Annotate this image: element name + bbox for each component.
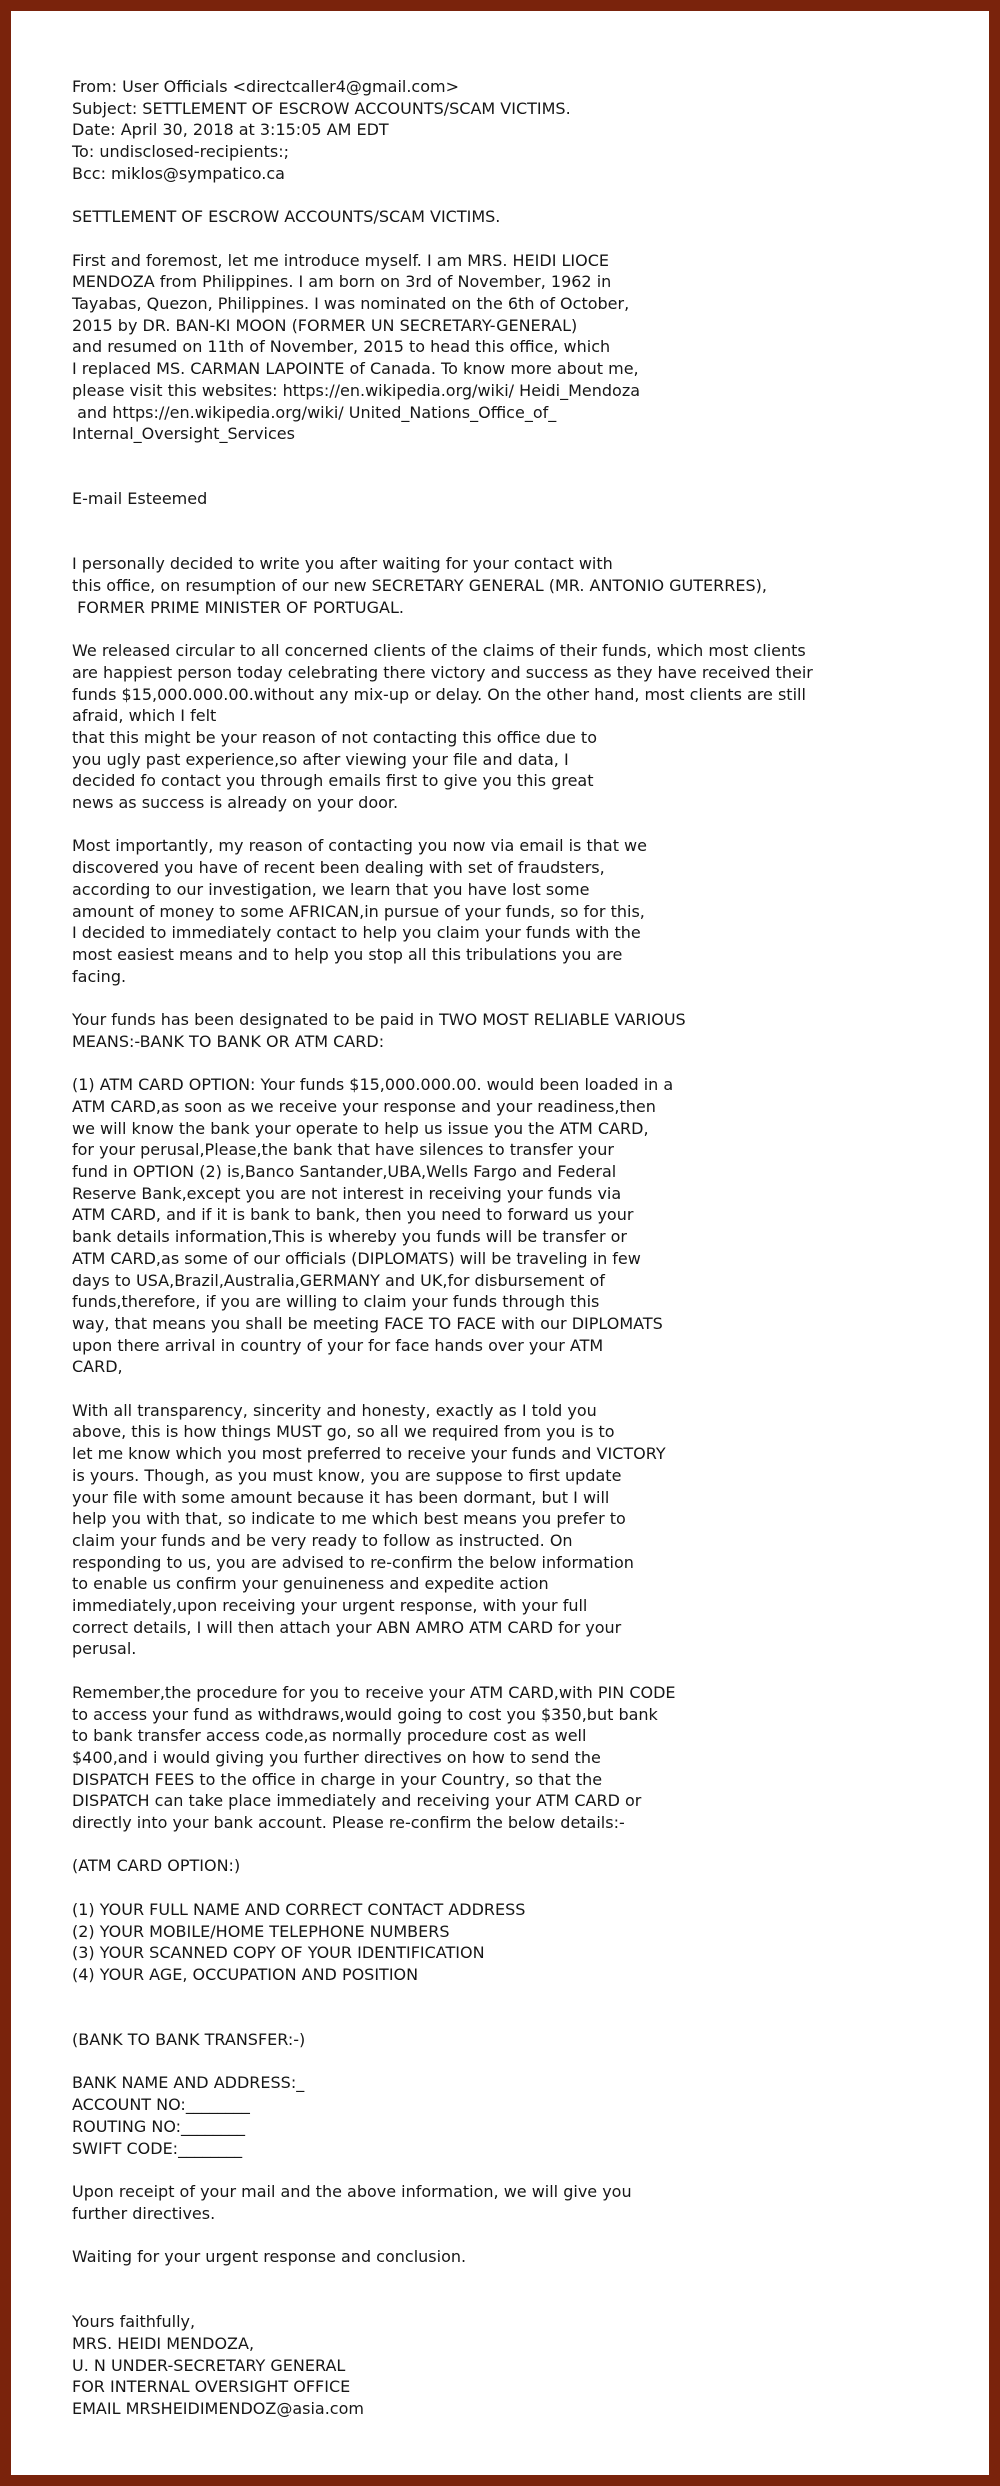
email-body (72, 185, 973, 2420)
text-line (72, 467, 973, 489)
text-line: I personally decided to write you after waiting for your contact with (72, 554, 613, 574)
text-line: FOR INTERNAL OVERSIGHT OFFICE (72, 2377, 351, 2397)
text-line: news as success is already on your door. (72, 793, 399, 813)
text-line: to bank transfer access code,as normally procedure cost as well (72, 1726, 587, 1746)
text-line: claim your funds and be very ready to follow as instructed. On (72, 1530, 573, 1550)
text-line (72, 987, 973, 1009)
text-line: this office, on resumption of our new SECRETARY GENERAL (MR. ANTONIO GUTERRES), (72, 576, 767, 596)
text-line (72, 814, 973, 836)
text-line: amount of money to some AFRICAN,in pursue of your funds, so for this, (72, 901, 645, 921)
text-line: facing. (72, 966, 127, 986)
text-line (72, 618, 973, 640)
text-line (72, 228, 973, 250)
text-line: correct details, I will then attach your ABN AMRO ATM CARD for your (72, 1617, 622, 1637)
text-line: Reserve Bank,except you are not interest in receiving your funds via (72, 1183, 622, 1203)
text-line (72, 2051, 973, 2073)
text-line: ATM CARD,as soon as we receive your response and your readiness,then (72, 1096, 656, 1116)
text-line: help you with that, so indicate to me which best means you prefer to (72, 1509, 626, 1529)
text-line: for your perusal,Please,the bank that have silences to transfer your (72, 1140, 614, 1160)
text-line: We released circular to all concerned clients of the claims of their funds, which most clients (72, 641, 806, 661)
text-line: bank details information,This is whereby you funds will be transfer or (72, 1227, 627, 1247)
text-line: (1) YOUR FULL NAME AND CORRECT CONTACT ADDRESS (72, 1899, 526, 1919)
email-content (72, 76, 973, 2420)
header-subject-line: Subject: SETTLEMENT OF ESCROW ACCOUNTS/SCAM VICTIMS. (72, 98, 571, 118)
text-line: MENDOZA from Philippines. I am born on 3rd of November, 1962 in (72, 272, 612, 292)
text-line (72, 2007, 973, 2029)
text-line: (ATM CARD OPTION:) (72, 1856, 241, 1876)
text-line: (4) YOUR AGE, OCCUPATION AND POSITION (72, 1964, 419, 1984)
text-line: is yours. Though, as you must know, you are suppose to first update (72, 1465, 622, 1485)
text-line: I replaced MS. CARMAN LAPOINTE of Canada. To know more about me, (72, 359, 639, 379)
text-line: funds,therefore, if you are willing to claim your funds through this (72, 1292, 600, 1312)
text-line: discovered you have of recent been dealing with set of fraudsters, (72, 858, 605, 878)
text-line: Remember,the procedure for you to receive your ATM CARD,with PIN CODE (72, 1682, 676, 1702)
text-line (72, 2159, 973, 2181)
text-line: please visit this websites: https://en.wikipedia.org/wiki/ Heidi_Mendoza (72, 380, 641, 400)
text-line: ROUTING NO:________ (72, 2116, 246, 2136)
text-line: funds $15,000.000.00.without any mix-up or delay. On the other hand, most clients are still (72, 684, 806, 704)
text-line (72, 2268, 973, 2290)
text-line: $400,and i would giving you further directives on how to send the (72, 1747, 601, 1767)
text-line: Waiting for your urgent response and conclusion. (72, 2247, 467, 2267)
text-line: SWIFT CODE:________ (72, 2138, 243, 2158)
text-line: your file with some amount because it has been dormant, but I will (72, 1487, 610, 1507)
text-line: ATM CARD, and if it is bank to bank, then you need to forward us your (72, 1205, 634, 1225)
text-line: upon there arrival in country of your for face hands over your ATM (72, 1335, 604, 1355)
text-line: (BANK TO BANK TRANSFER:-) (72, 2030, 306, 2050)
text-line (72, 1660, 973, 1682)
text-line: Tayabas, Quezon, Philippines. I was nominated on the 6th of October, (72, 294, 630, 313)
text-line: directly into your bank account. Please re-confirm the below details:- (72, 1813, 625, 1833)
text-line (72, 2224, 973, 2246)
text-line: (1) ATM CARD OPTION: Your funds $15,000.000.00. would been loaded in a (72, 1075, 674, 1095)
text-line: fund in OPTION (2) is,Banco Santander,UBA,Wells Fargo and Federal (72, 1162, 617, 1181)
header-to-line: To: undisclosed-recipients:; (72, 142, 289, 162)
text-line: First and foremost, let me introduce myself. I am MRS. HEIDI LIOCE (72, 250, 609, 270)
header-bcc-line: Bcc: miklos@sympatico.ca (72, 163, 285, 183)
text-line: above, this is how things MUST go, so all we required from you is to (72, 1422, 615, 1442)
text-line (72, 1053, 973, 1075)
text-line (72, 445, 973, 467)
text-line: are happiest person today celebrating there victory and success as they have received their (72, 662, 813, 682)
text-line: further directives. (72, 2203, 216, 2223)
text-line: I decided to immediately contact to help you claim your funds with the (72, 923, 641, 943)
text-line: decided fo contact you through emails first to give you this great (72, 771, 594, 791)
text-line: days to USA,Brazil,Australia,GERMANY and UK,for disbursement of (72, 1270, 605, 1290)
text-line: (3) YOUR SCANNED COPY OF YOUR IDENTIFICATION (72, 1943, 485, 1963)
text-line: Most importantly, my reason of contacting you now via email is that we (72, 836, 647, 856)
text-line: DISPATCH can take place immediately and receiving your ATM CARD or (72, 1791, 642, 1811)
text-line: U. N UNDER-SECRETARY GENERAL (72, 2355, 346, 2375)
text-line: FORMER PRIME MINISTER OF PORTUGAL. (72, 597, 404, 617)
text-line (72, 185, 973, 207)
email-header (72, 76, 973, 185)
text-line (72, 532, 973, 554)
text-line: BANK NAME AND ADDRESS:_ (72, 2073, 305, 2093)
text-line (72, 1834, 973, 1856)
text-line: MEANS:-BANK TO BANK OR ATM CARD: (72, 1031, 385, 1051)
text-line: 2015 by DR. BAN-KI MOON (FORMER UN SECRETARY-GENERAL) (72, 315, 578, 335)
text-line: With all transparency, sincerity and honesty, exactly as I told you (72, 1400, 597, 1420)
text-line: afraid, which I felt (72, 706, 217, 726)
text-line: most easiest means and to help you stop all this tribulations you are (72, 945, 623, 964)
text-line: perusal. (72, 1639, 137, 1659)
text-line: Yours faithfully, (72, 2312, 196, 2332)
text-line: EMAIL MRSHEIDIMENDOZ@asia.com (72, 2398, 364, 2418)
text-line: ATM CARD,as some of our officials (DIPLOMATS) will be traveling in few (72, 1248, 641, 1268)
text-line: you ugly past experience,so after viewing your file and data, I (72, 749, 569, 769)
text-line (72, 510, 973, 532)
text-line: immediately,upon receiving your urgent response, with your full (72, 1596, 588, 1616)
text-line: CARD, (72, 1357, 123, 1377)
text-line: and https://en.wikipedia.org/wiki/ United_Nations_Office_of_ (72, 402, 557, 422)
text-line (72, 1877, 973, 1899)
text-line: Internal_Oversight_Services (72, 424, 295, 444)
text-line: responding to us, you are advised to re-confirm the below information (72, 1552, 634, 1572)
text-line: DISPATCH FEES to the office in charge in your Country, so that the (72, 1769, 603, 1789)
text-line: Upon receipt of your mail and the above information, we will give you (72, 2181, 632, 2201)
header-date-line: Date: April 30, 2018 at 3:15:05 AM EDT (72, 120, 389, 140)
text-line: we will know the bank your operate to help us issue you the ATM CARD, (72, 1118, 649, 1138)
text-line: way, that means you shall be meeting FACE TO FACE with our DIPLOMATS (72, 1313, 663, 1333)
text-line: MRS. HEIDI MENDOZA, (72, 2333, 255, 2353)
text-line (72, 1378, 973, 1400)
text-line: according to our investigation, we learn that you have lost some (72, 879, 590, 899)
text-line: SETTLEMENT OF ESCROW ACCOUNTS/SCAM VICTIMS. (72, 207, 501, 227)
text-line (72, 2289, 973, 2311)
text-line: to access your fund as withdraws,would going to cost you $350,but bank (72, 1704, 658, 1724)
text-line: E-mail Esteemed (72, 489, 208, 509)
text-line: and resumed on 11th of November, 2015 to head this office, which (72, 337, 611, 357)
text-line: ACCOUNT NO:________ (72, 2095, 250, 2115)
text-line (72, 1986, 973, 2008)
text-line: Your funds has been designated to be paid in TWO MOST RELIABLE VARIOUS (72, 1010, 686, 1030)
header-from-line: From: User Officials <directcaller4@gmail.com> (72, 77, 459, 96)
text-line: that this might be your reason of not contacting this office due to (72, 727, 597, 747)
text-line: (2) YOUR MOBILE/HOME TELEPHONE NUMBERS (72, 1921, 450, 1941)
text-line: let me know which you most preferred to receive your funds and VICTORY (72, 1444, 666, 1464)
text-line: to enable us confirm your genuineness and expedite action (72, 1574, 549, 1594)
